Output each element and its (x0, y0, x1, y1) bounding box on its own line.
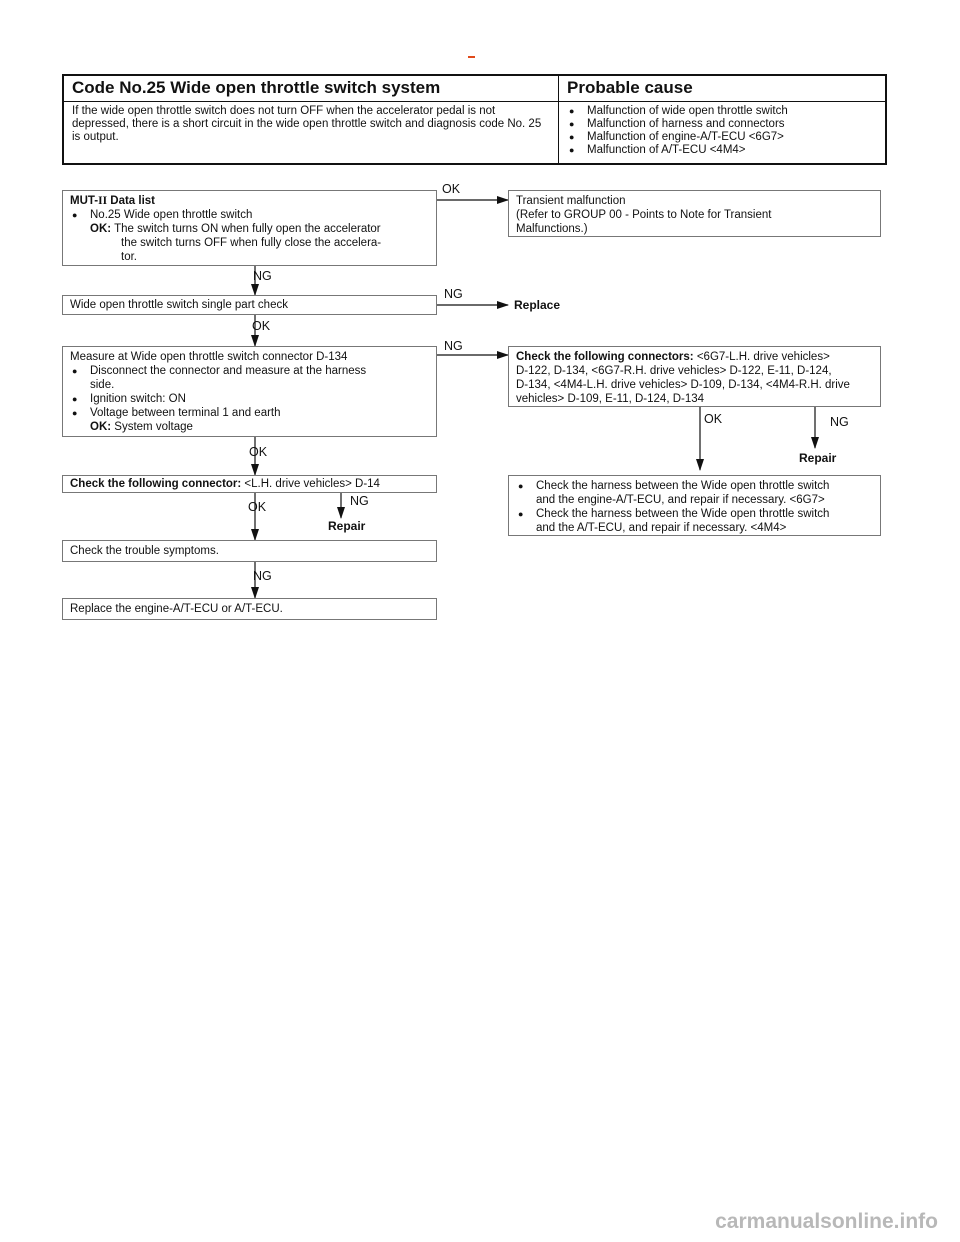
measure-connector-box: Measure at Wide open throttle switch connector D-134 ● Disconnect the connector and measure at the harness side. ● Ignition switch: ON ● Voltage between terminal 1 and earth OK: System voltage (62, 346, 437, 437)
repair-label: Repair (328, 519, 366, 533)
cause-item: ● Malfunction of engine-A/T-ECU <6G7> (567, 131, 877, 144)
branch-label-ng: NG (253, 269, 272, 283)
check-connector-box: Check the following connector: <L.H. drive vehicles> D-14 (62, 475, 437, 493)
code-description: If the wide open throttle switch does not turn OFF when the accelerator pedal is not depressed, there is a short circuit in the wide open throttle switch and diagnosis code No. 25 is output. (63, 102, 559, 165)
repair-label: Repair (799, 451, 837, 465)
check-connectors-box: Check the following connectors: <6G7-L.H. drive vehicles> D-122, D-134, <6G7-R.H. drive vehicles> D-122, E-11, D-124, D-134, <4M4-L.H. drive vehicles> D-109, D-134, <4M4-R.H. drive vehicles> D-109, E-11, D-124, D-134 (508, 346, 881, 407)
branch-label-ng: NG (350, 494, 369, 508)
mut-ok-condition-cont: tor. (121, 251, 137, 263)
branch-label-ng: NG (444, 287, 463, 301)
single-part-check-box: Wide open throttle switch single part check (62, 295, 437, 315)
branch-label-ok: OK (704, 412, 723, 426)
mut-item: ● No.25 Wide open throttle switch (70, 208, 429, 222)
cause-item: ● Malfunction of A/T-ECU <4M4> (567, 144, 877, 157)
mut-title: MUT-II Data list (70, 195, 155, 207)
mut-ok-condition-cont: the switch turns OFF when fully close the accelera- (121, 237, 382, 249)
branch-label-ok: OK (442, 182, 461, 196)
watermark: carmanualsonline.info (715, 1210, 938, 1233)
transient-malfunction-box: Transient malfunction (Refer to GROUP 00 - Points to Note for Transient Malfunctions.) (508, 190, 881, 237)
trouble-symptoms-box: Check the trouble symptoms. (62, 540, 437, 562)
replace-label: Replace (514, 298, 561, 312)
probable-cause-title: Probable cause (559, 75, 887, 102)
branch-label-ok: OK (249, 445, 268, 459)
replace-ecu-box: Replace the engine-A/T-ECU or A/T-ECU. (62, 598, 437, 620)
code-title: Code No.25 Wide open throttle switch system (63, 75, 559, 102)
branch-label-ng: NG (830, 415, 849, 429)
branch-label-ng: NG (444, 339, 463, 353)
mut-data-list-box (62, 190, 437, 266)
branch-label-ok: OK (252, 319, 271, 333)
branch-label-ng: NG (253, 569, 272, 583)
cause-item: ● Malfunction of wide open throttle switch (567, 105, 877, 118)
check-harness-box: ● Check the harness between the Wide open throttle switch and the engine-A/T-ECU, and repair if necessary. <6G7> ● Check the harness between the Wide open throttle switch and the A/T-ECU, and repair if necessary. <4M4> (508, 475, 881, 536)
mut-ok-condition: OK: The switch turns ON when fully open the accelerator (90, 223, 381, 235)
branch-label-ok: OK (248, 500, 267, 514)
cause-item: ● Malfunction of harness and connectors (567, 118, 877, 131)
